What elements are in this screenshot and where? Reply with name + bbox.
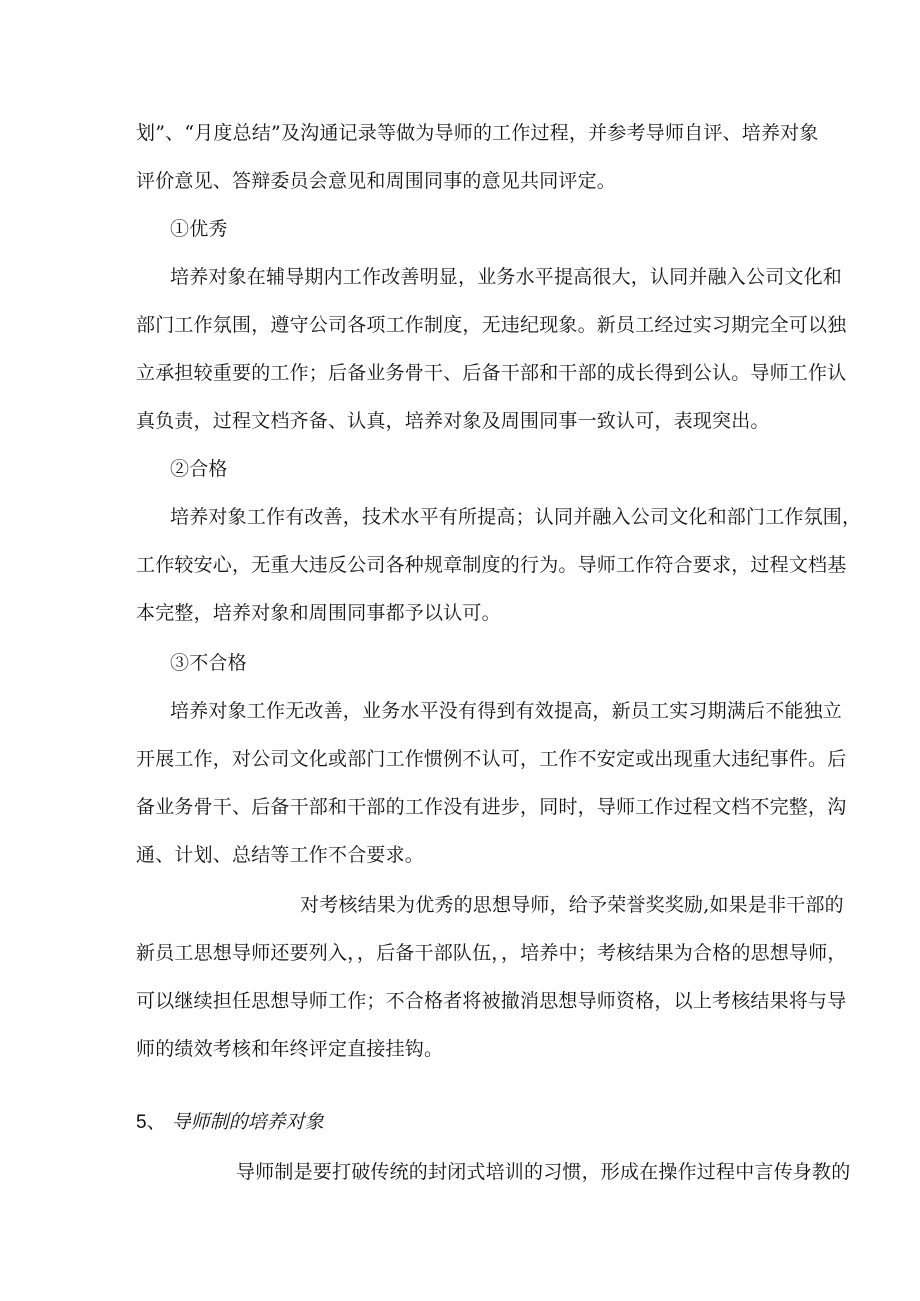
- grade-pass-line-1: 培养对象工作有改善，技术水平有所提高；认同并融入公司文化和部门工作氛围，: [170, 506, 862, 528]
- result-line-1: 对考核结果为优秀的思想导师，给予荣誉奖奖励,如果是非干部的: [300, 894, 844, 916]
- grade-pass-line-2: 工作较安心，无重大违反公司各种规章制度的行为。导师工作符合要求，过程文档基: [136, 554, 847, 576]
- grade-fail-line-2: 开展工作，对公司文化或部门工作惯例不认可，工作不安定或出现重大违纪事件。后: [136, 748, 847, 770]
- section-5-line-1: 导师制是要打破传统的封闭式培训的习惯，形成在操作过程中言传身教的: [236, 1161, 851, 1183]
- grade-fail-label: ③不合格: [170, 652, 247, 674]
- section-5-heading: [136, 1110, 324, 1135]
- grade-excellent-line-4: 真负责，过程文档齐备、认真，培养对象及周围同事一致认可，表现突出。: [136, 410, 770, 432]
- grade-excellent-line-3: 立承担较重要的工作；后备业务骨干、后备干部和干部的成长得到公认。导师工作认: [136, 362, 847, 384]
- result-line-3: 可以继续担任思想导师工作；不合格者将被撤消思想导师资格，以上考核结果将与导: [136, 990, 847, 1012]
- grade-fail-line-1: 培养对象工作无改善，业务水平没有得到有效提高，新员工实习期满后不能独立: [170, 700, 843, 722]
- grade-excellent-line-1: 培养对象在辅导期内工作改善明显，业务水平提高很大，认同并融入公司文化和: [170, 266, 843, 288]
- grade-fail-line-4: 通、计划、总结等工作不合要求。: [136, 844, 425, 866]
- grade-pass-label: ②合格: [170, 458, 228, 480]
- grade-pass-line-3: 本完整，培养对象和周围同事都予以认可。: [136, 602, 501, 624]
- section-5-number: 5、: [136, 1112, 166, 1133]
- grade-fail-line-3: 备业务骨干、后备干部和干部的工作没有进步，同时，导师工作过程文档不完整，沟: [136, 796, 847, 818]
- intro-line-1: 划”、“月度总结”及沟通记录等做为导师的工作过程，并参考导师自评、培养对象: [136, 122, 819, 144]
- section-5-title: 导师制的培养对象: [171, 1111, 324, 1133]
- grade-excellent-label: ①优秀: [170, 218, 228, 240]
- grade-excellent-line-2: 部门工作氛围，遵守公司各项工作制度，无违纪现象。新员工经过实习期完全可以独: [136, 314, 847, 336]
- result-line-4: 师的绩效考核和年终评定直接挂钩。: [136, 1038, 444, 1060]
- result-line-2: 新员工思想导师还要列入，，后备干部队伍，，培养中；考核结果为合格的思想导师，: [136, 942, 847, 964]
- intro-line-2: 评价意见、答辩委员会意见和周围同事的意见共同评定。: [136, 170, 617, 192]
